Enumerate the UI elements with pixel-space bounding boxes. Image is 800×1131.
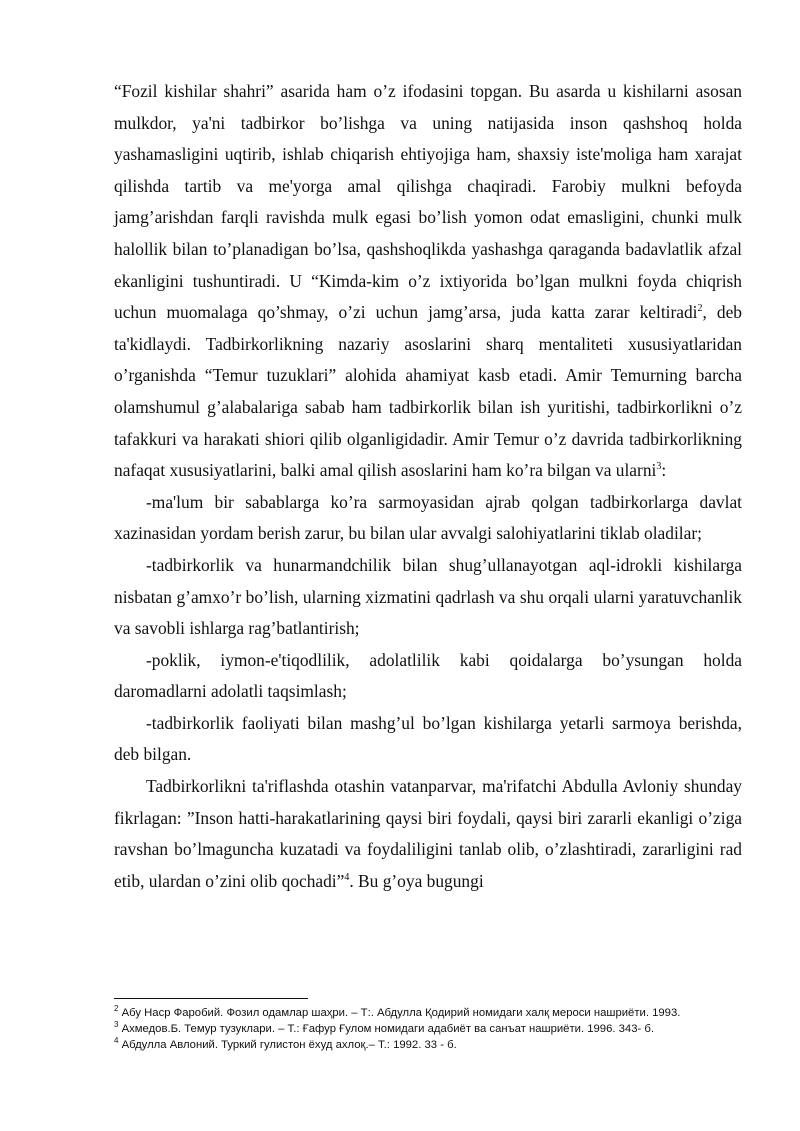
footnote-ref-2[interactable]: 2 xyxy=(697,303,703,315)
footnote-ref-4[interactable]: 4 xyxy=(344,872,350,884)
paragraph-5: -tadbirkorlik faoliyati bilan mashg’ul bo’lgan kishilarga yetarli sarmoya berishda, deb bilgan. xyxy=(114,712,742,765)
footnote-separator xyxy=(114,998,308,999)
paragraph-4: -poklik, iymon-e'tiqodlilik, adolatlilik kabi qoidalarga bo’ysungan holda daromadlarni adolatli taqsimlash; xyxy=(114,649,742,702)
paragraph-2: -ma'lum bir sabablarga ko’ra sarmoyasidan ajrab qolgan tadbirkorlarga davlat xazinasidan yordam berish zarur, bu bilan ular avvalgi salohiyatlarini tiklab oladilar; xyxy=(114,491,742,544)
body-text xyxy=(114,76,742,897)
footnote-3: $^3$ Ахмедов.Б. Темур тузуклари. – Т.: Ғафур Ғулом номидаги адабиёт ва санъат нашриёти. 1996. 343- б. xyxy=(114,1020,654,1035)
footnote-ref-3[interactable]: 3 xyxy=(656,461,662,473)
paragraph-3: -tadbirkorlik va hunarmandchilik bilan shug’ullanayotgan aql-idrokli kishilarga nisbatan g’amxo’r bo’lish, ularning xizmatini qadrlash va shu orqali ularni yaratuvchanlik va savobli ishlarga rag’batlantirish; xyxy=(114,554,742,639)
footnote-2: $^2$ Абу Наср Фаробий. Фозил одамлар шаҳри. – Т:. Абдулла Қодирий номидаги халқ мероси нашриёти. 1993. xyxy=(114,1004,681,1019)
paragraph-1: “Fozil kishilar shahri” asarida ham o’z ifodasini topgan. Bu asarda u kishilarni asosan mulkdor, ya'ni tadbirkor bo’lishga va uning natijasida inson qashshoq holda yashamasligini uqtirib, ishlab chiqarish ehtiyojiga ham, shaxsiy iste'moliga ham xarajat qilishda tartib va me'yorga amal qilishga chaqiradi. Farobiy mulkni befoyda jamg’arishdan farqli ravishda mulk egasi bo’lish yomon odat emasligini, chunki mulk halollik bilan to’planadigan bo’lsa, qashshoqlikda yashashga qaraganda badavlatlik afzal ekanligini tushuntiradi. U “Kimda-kim o’z ixtiyorida bo’lgan mulkni foyda chiqrish uchun muomalaga qo’shmay, o’zi uchun jamg’arsa, juda katta zarar keltiradi$^2$, deb ta'kidlaydi. Tadbirkorlikning nazariy asoslarini sharq mentaliteti xususiyatlaridan o’rganishda “Temur tuzuklari” alohida ahamiyat kasb etadi. Amir Temurning barcha olamshumul g’alabalariga sabab ham tadbirkorlik bilan ish yuritishi, tadbirkorlikni o’z tafakkuri va harakati shiori qilib olganligidadir. Amir Temur o’z davrida tadbirkorlikning nafaqat xususiyatlarini, balki amal qilish asoslarini ham ko’ra bilgan va ularni$^3$: xyxy=(114,81,742,481)
footnotes xyxy=(114,998,742,1053)
footnote-4: $^4$ Абдулла Авлоний. Туркий гулистон ёхуд ахлоқ.– Т.: 1992. 33 - б. xyxy=(114,1036,457,1051)
paragraph-6: Tadbirkorlikni ta'riflashda otashin vatanparvar, ma'rifatchi Abdulla Avloniy shunday fikrlagan: ”Inson hatti-harakatlarining qaysi biri foydali, qaysi biri zararli ekanligi o’ziga ravshan bo’lmaguncha kuzatadi va foydaliligini tanlab olib, o’zlashtiradi, zararligini rad etib, ulardan o’zini olib qochadi”$^4$. Bu g’oya bugungi xyxy=(114,776,742,891)
